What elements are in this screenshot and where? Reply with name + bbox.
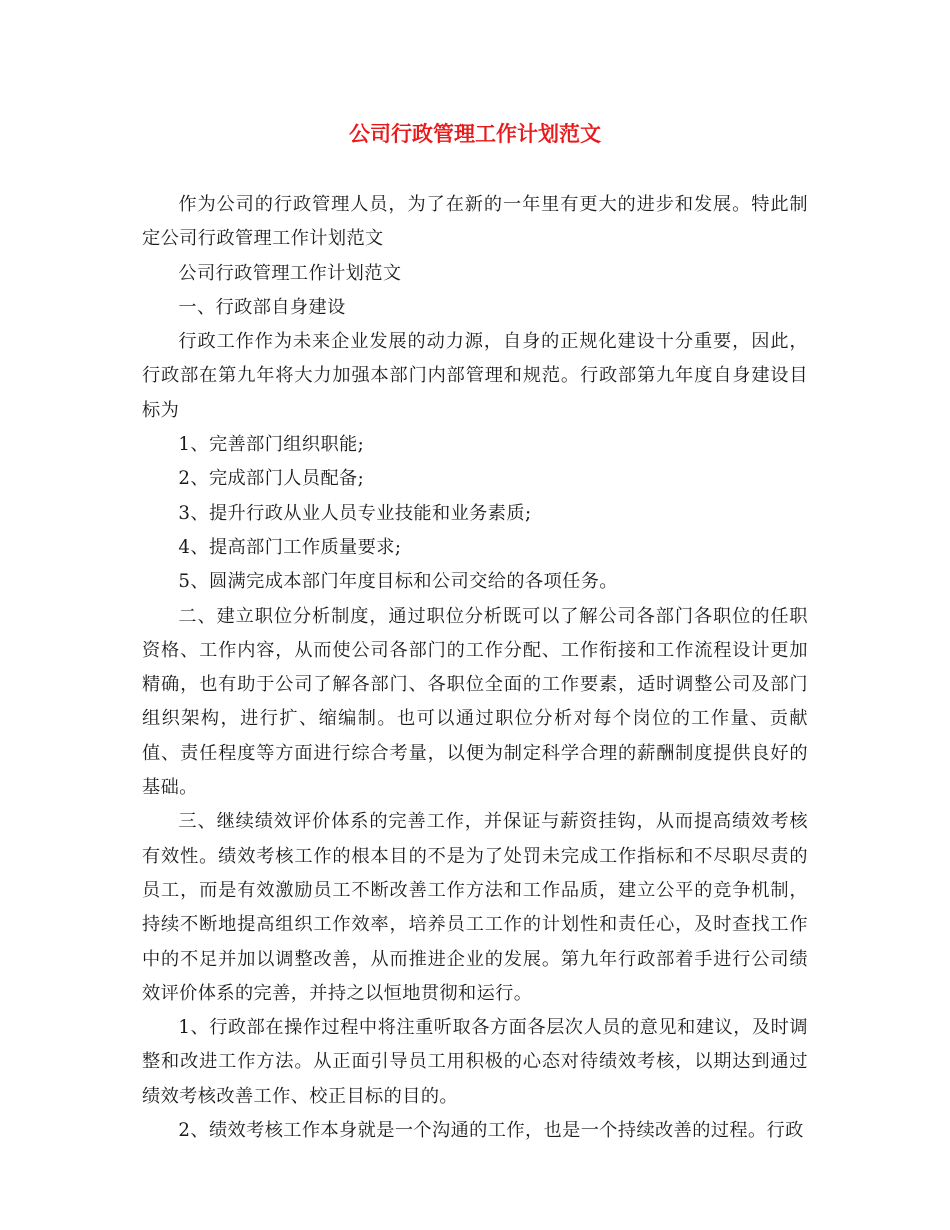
paragraph-point-2: 2、绩效考核工作本身就是一个沟通的工作，也是一个持续改善的过程。行政 bbox=[178, 1120, 804, 1142]
paragraph-intro: 作为公司的行政管理人员，为了在新的一年里有更大的进步和发展。特此制定公司行政管理工作计划范文 bbox=[142, 194, 808, 250]
list-item-goal-5: 5、圆满完成本部门年度目标和公司交给的各项任务。 bbox=[178, 571, 618, 593]
document-body bbox=[142, 188, 808, 1148]
document-title: 公司行政管理工作计划范文 bbox=[349, 121, 601, 146]
list-item-goal-4: 4、提高部门工作质量要求; bbox=[178, 536, 402, 558]
section-heading-1: 一、行政部自身建设 bbox=[178, 296, 346, 318]
paragraph-section-2: 二、建立职位分析制度，通过职位分析既可以了解公司各部门各职位的任职资格、工作内容，从而使公司各部门的工作分配、工作衔接和工作流程设计更加精确，也有助于公司了解各部门、各职位全面的工作要素，适时调整公司及部门组织架构，进行扩、缩编制。也可以通过职位分析对每个岗位的工作量、贡献值、责任程度等方面进行综合考量，以便为制定科学合理的薪酬制度提供良好的基础。 bbox=[142, 605, 808, 799]
list-item-goal-3: 3、提升行政从业人员专业技能和业务素质; bbox=[178, 502, 532, 524]
list-item-goal-1: 1、完善部门组织职能; bbox=[178, 434, 365, 456]
list-item-goal-2: 2、完成部门人员配备; bbox=[178, 468, 365, 490]
paragraph-section-1: 行政工作作为未来企业发展的动力源，自身的正规化建设十分重要，因此，行政部在第九年将大力加强本部门内部管理和规范。行政部第九年度自身建设目标为 bbox=[142, 331, 808, 421]
paragraph-subtitle: 公司行政管理工作计划范文 bbox=[178, 262, 402, 284]
paragraph-point-1: 1、行政部在操作过程中将注重听取各方面各层次人员的意见和建议，及时调整和改进工作方法。从正面引导员工用积极的心态对待绩效考核，以期达到通过绩效考核改善工作、校正目标的目的。 bbox=[142, 1017, 808, 1107]
paragraph-section-3: 三、继续绩效评价体系的完善工作，并保证与薪资挂钩，从而提高绩效考核有效性。绩效考核工作的根本目的不是为了处罚未完成工作指标和不尽职尽责的员工，而是有效激励员工不断改善工作方法和工作品质，建立公平的竞争机制，持续不断地提高组织工作效率，培养员工工作的计划性和责任心，及时查找工作中的不足并加以调整改善，从而推进企业的发展。第九年行政部着手进行公司绩效评价体系的完善，并持之以恒地贯彻和运行。 bbox=[142, 811, 808, 1004]
